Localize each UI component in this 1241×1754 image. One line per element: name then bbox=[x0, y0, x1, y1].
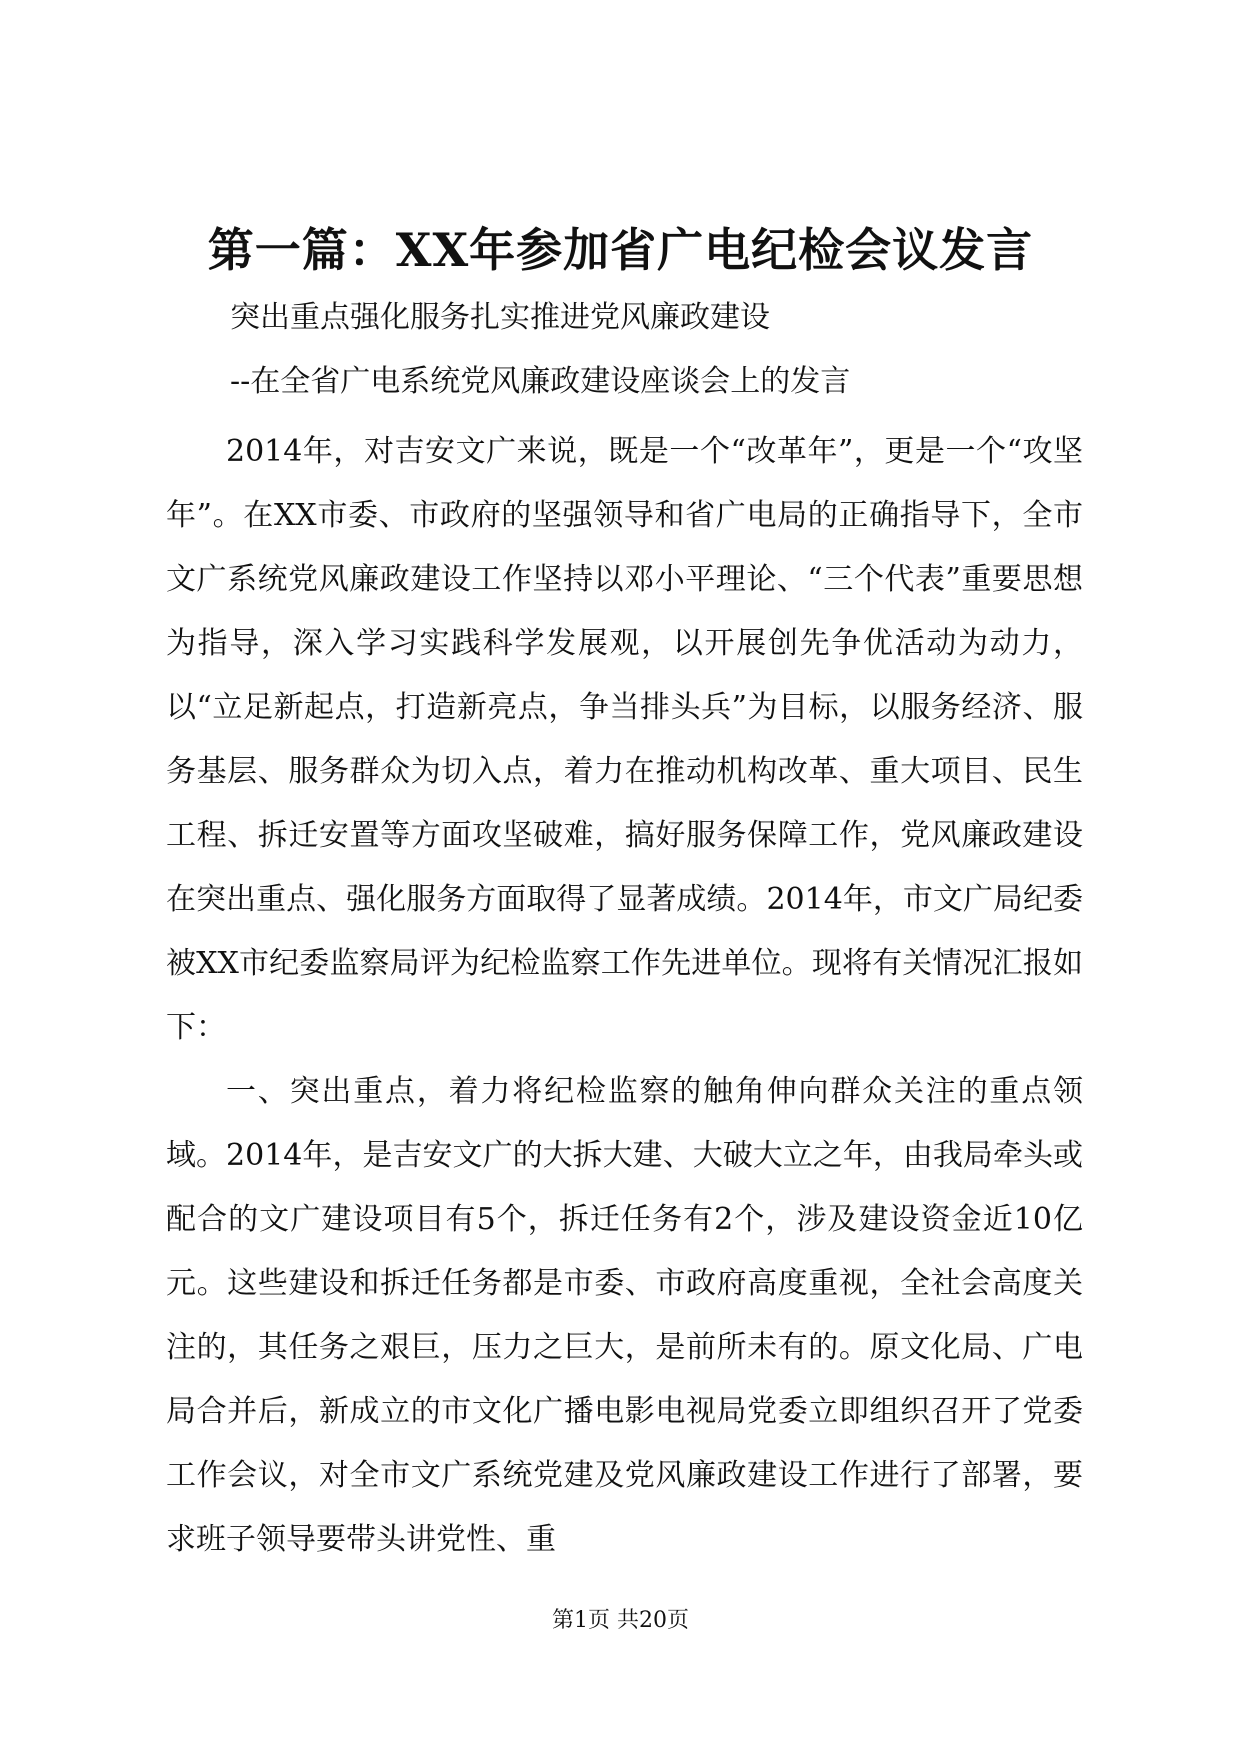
document-body bbox=[166, 420, 1083, 1572]
document-title: 第一篇：XX年参加省广电纪检会议发言 bbox=[207, 223, 1034, 277]
document-subheading: --在全省广电系统党风廉政建设座谈会上的发言 bbox=[230, 364, 851, 399]
document-subtitle: 突出重点强化服务扎实推进党风廉政建设 bbox=[230, 300, 770, 335]
page-footer: 第1页 共20页 bbox=[552, 1608, 689, 1633]
paragraph-section-one: 一、突出重点，着力将纪检监察的触角伸向群众关注的重点领域。2014年，是吉安文广的大拆大建、大破大立之年，由我局牵头或配合的文广建设项目有5个，拆迁任务有2个，涉及建设资金近10亿元。这些建设和拆迁任务都是市委、市政府高度重视，全社会高度关注的，其任务之艰巨，压力之巨大，是前所未有的。原文化局、广电局合并后，新成立的市文化广播电影电视局党委立即组织召开了党委工作会议，对全市文广系统党建及党风廉政建设工作进行了部署，要求班子领导要带头讲党性、重 bbox=[166, 1074, 1083, 1557]
paragraph-intro: 2014年，对吉安文广来说，既是一个“改革年”，更是一个“攻坚年”。在XX市委、市政府的坚强领导和省广电局的正确指导下，全市文广系统党风廉政建设工作坚持以邓小平理论、“三个代表”重要思想为指导，深入学习实践科学发展观，以开展创先争优活动为动力，以“立足新起点，打造新亮点，争当排头兵”为目标，以服务经济、服务基层、服务群众为切入点，着力在推动机构改革、重大项目、民生工程、拆迁安置等方面攻坚破难，搞好服务保障工作，党风廉政建设在突出重点、强化服务方面取得了显著成绩。2014年，市文广局纪委被XX市纪委监察局评为纪检监察工作先进单位。现将有关情况汇报如下： bbox=[166, 434, 1083, 1045]
